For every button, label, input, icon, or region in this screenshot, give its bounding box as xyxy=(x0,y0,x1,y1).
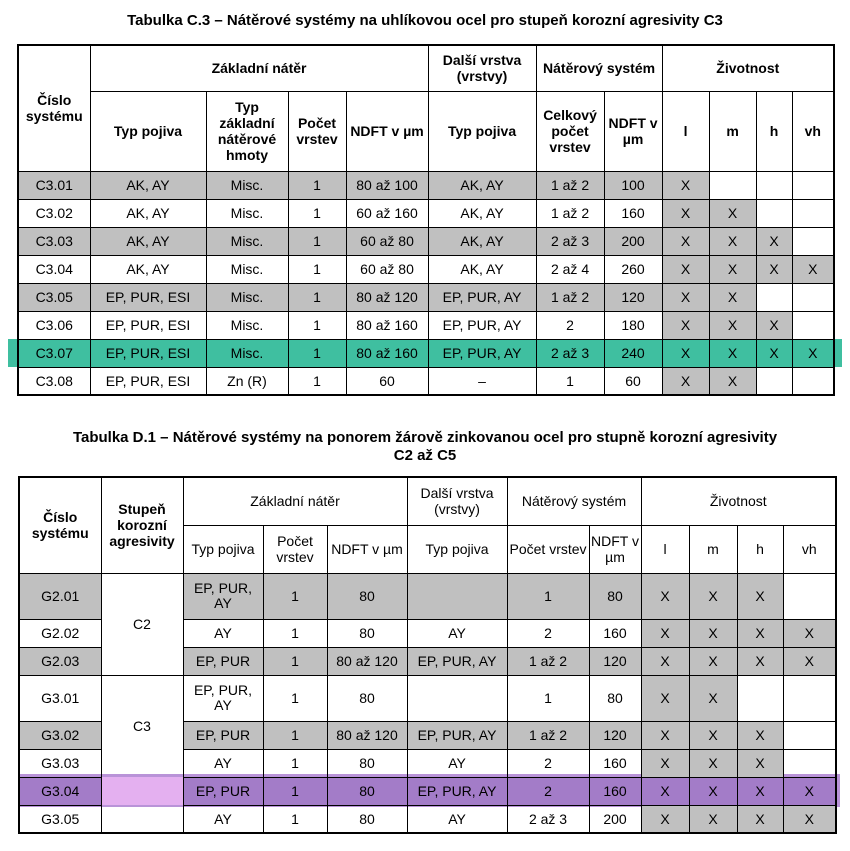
cell-primer-type: Misc. xyxy=(206,283,288,311)
header-layer-count: Počet vrstev xyxy=(263,525,327,573)
table-c3-title: Tabulka C.3 – Nátěrové systémy na uhlíkovou ocel pro stupeň korozní agresivity C3 xyxy=(127,12,723,29)
header-primer: Základní nátěr xyxy=(90,45,428,91)
cell-total-layers: 1 až 2 xyxy=(536,171,604,199)
cell-system-ndft: 160 xyxy=(589,749,641,777)
cell-system-ndft: 120 xyxy=(589,721,641,749)
header-ndft: NDFT v µm xyxy=(327,525,407,573)
cell-next-binder: EP, PUR, AY xyxy=(407,721,507,749)
table-row xyxy=(19,777,836,805)
cell-ndft: 80 až 100 xyxy=(346,171,428,199)
cell-next-binder xyxy=(407,573,507,619)
cell-layer-count: 1 xyxy=(288,339,346,367)
cell-layer-count: 1 xyxy=(288,311,346,339)
cell-life-h xyxy=(756,199,792,227)
cell-binder-type: AK, AY xyxy=(90,255,206,283)
cell-system-ndft: 80 xyxy=(589,573,641,619)
cell-system-ndft: 120 xyxy=(589,647,641,675)
cell-life-l: X xyxy=(641,777,689,805)
cell-life-m: X xyxy=(689,573,737,619)
cell-system-no: C3.01 xyxy=(18,171,90,199)
cell-total-layers: 2 až 3 xyxy=(536,227,604,255)
cell-life-m: X xyxy=(689,647,737,675)
cell-system-ndft: 240 xyxy=(604,339,662,367)
cell-layer-count: 1 xyxy=(263,647,327,675)
cell-layer-count: 1 xyxy=(263,619,327,647)
header-durability: Životnost xyxy=(662,45,834,91)
cell-system-no: C3.03 xyxy=(18,227,90,255)
cell-binder-type: EP, PUR xyxy=(183,777,263,805)
cell-life-h: X xyxy=(756,339,792,367)
cell-life-l: X xyxy=(662,227,709,255)
header-next-binder-type: Typ pojiva xyxy=(428,91,536,171)
cell-binder-type: AK, AY xyxy=(90,171,206,199)
cell-layer-count: 1 xyxy=(263,573,327,619)
cell-layer-count: 1 xyxy=(288,171,346,199)
header-next-layer: Další vrstva (vrstvy) xyxy=(407,477,507,525)
header-paint-system: Nátěrový systém xyxy=(536,45,662,91)
cell-system-no: C3.05 xyxy=(18,283,90,311)
cell-next-binder: AY xyxy=(407,805,507,833)
cell-next-binder: EP, PUR, AY xyxy=(428,339,536,367)
cell-system-no: C3.02 xyxy=(18,199,90,227)
cell-life-h: X xyxy=(737,805,783,833)
cell-ndft: 60 až 80 xyxy=(346,227,428,255)
cell-system-ndft: 260 xyxy=(604,255,662,283)
table-row xyxy=(18,311,834,339)
cell-next-binder: EP, PUR, AY xyxy=(428,283,536,311)
header-durability-l: l xyxy=(662,91,709,171)
cell-binder-type: EP, PUR xyxy=(183,647,263,675)
cell-life-l: X xyxy=(662,367,709,395)
cell-ndft: 60 až 160 xyxy=(346,199,428,227)
cell-life-m xyxy=(709,171,756,199)
cell-life-m: X xyxy=(709,283,756,311)
cell-layer-count: 1 xyxy=(288,367,346,395)
cell-ndft: 60 xyxy=(346,367,428,395)
table-d1-title-line2: C2 až C5 xyxy=(393,447,457,464)
table-row xyxy=(19,805,836,833)
table-row xyxy=(19,675,836,721)
cell-life-l: X xyxy=(662,283,709,311)
cell-system-no: C3.06 xyxy=(18,311,90,339)
cell-binder-type: AK, AY xyxy=(90,199,206,227)
cell-life-vh xyxy=(792,283,834,311)
cell-life-m: X xyxy=(689,721,737,749)
cell-life-m: X xyxy=(709,227,756,255)
table-d1 xyxy=(18,476,837,834)
cell-life-vh xyxy=(792,199,834,227)
header-next-layer: Další vrstva (vrstvy) xyxy=(428,45,536,91)
cell-next-binder: AY xyxy=(407,619,507,647)
cell-binder-type: EP, PUR, ESI xyxy=(90,283,206,311)
cell-total-layers: 2 až 3 xyxy=(507,805,589,833)
cell-layer-count: 1 xyxy=(263,749,327,777)
cell-next-binder: EP, PUR, AY xyxy=(407,647,507,675)
header-primer: Základní nátěr xyxy=(183,477,407,525)
cell-life-l: X xyxy=(641,721,689,749)
cell-layer-count: 1 xyxy=(263,777,327,805)
cell-total-layers: 2 xyxy=(507,749,589,777)
cell-primer-type: Misc. xyxy=(206,227,288,255)
cell-life-m: X xyxy=(689,777,737,805)
cell-system-ndft: 120 xyxy=(604,283,662,311)
cell-system-no: G2.03 xyxy=(19,647,101,675)
cell-next-binder: AK, AY xyxy=(428,255,536,283)
cell-system-ndft: 160 xyxy=(589,619,641,647)
cell-next-binder: EP, PUR, AY xyxy=(407,777,507,805)
cell-system-no: C3.08 xyxy=(18,367,90,395)
cell-life-l: X xyxy=(641,675,689,721)
cell-primer-type: Misc. xyxy=(206,171,288,199)
cell-life-vh: X xyxy=(792,339,834,367)
cell-life-m: X xyxy=(689,749,737,777)
cell-next-binder: EP, PUR, AY xyxy=(428,311,536,339)
cell-life-h: X xyxy=(737,721,783,749)
header-durability-vh: vh xyxy=(783,525,836,573)
cell-total-layers: 1 až 2 xyxy=(507,721,589,749)
header-system-no: Číslo systému xyxy=(18,45,90,171)
cell-life-m: X xyxy=(689,805,737,833)
cell-next-binder: – xyxy=(428,367,536,395)
cell-next-binder xyxy=(407,675,507,721)
cell-total-layers: 1 xyxy=(536,367,604,395)
table-d1-title xyxy=(0,429,850,465)
cell-life-h: X xyxy=(737,573,783,619)
cell-layer-count: 1 xyxy=(288,199,346,227)
cell-life-l: X xyxy=(641,619,689,647)
header-durability-m: m xyxy=(689,525,737,573)
cell-layer-count: 1 xyxy=(263,721,327,749)
header-durability-vh: vh xyxy=(792,91,834,171)
cell-total-layers: 2 xyxy=(536,311,604,339)
cell-binder-type: AY xyxy=(183,619,263,647)
cell-system-ndft: 200 xyxy=(589,805,641,833)
cell-layer-count: 1 xyxy=(263,805,327,833)
cell-next-binder: AY xyxy=(407,749,507,777)
header-durability-h: h xyxy=(737,525,783,573)
header-primer-type: Typ základní nátěrové hmoty xyxy=(206,91,288,171)
cell-total-layers: 2 xyxy=(507,619,589,647)
header-system-no: Číslo systému xyxy=(19,477,101,573)
cell-system-no: G2.02 xyxy=(19,619,101,647)
table-d1-title-line1: Tabulka D.1 – Nátěrové systémy na ponorem žárově zinkovanou ocel pro stupně korozní agresivity xyxy=(72,429,778,446)
cell-life-h: X xyxy=(737,749,783,777)
cell-system-no: G3.05 xyxy=(19,805,101,833)
cell-life-l: X xyxy=(662,311,709,339)
cell-total-layers: 2 xyxy=(507,777,589,805)
cell-life-h xyxy=(756,367,792,395)
cell-corrosivity-empty xyxy=(101,805,183,833)
cell-ndft: 80 až 120 xyxy=(327,721,407,749)
cell-ndft: 60 až 80 xyxy=(346,255,428,283)
cell-binder-type: EP, PUR, ESI xyxy=(90,367,206,395)
cell-system-ndft: 180 xyxy=(604,311,662,339)
cell-ndft: 80 až 160 xyxy=(346,339,428,367)
cell-binder-type: EP, PUR, ESI xyxy=(90,339,206,367)
cell-ndft: 80 až 120 xyxy=(346,283,428,311)
cell-ndft: 80 xyxy=(327,675,407,721)
cell-ndft: 80 xyxy=(327,573,407,619)
cell-system-ndft: 60 xyxy=(604,367,662,395)
cell-binder-type: EP, PUR, AY xyxy=(183,675,263,721)
cell-life-l: X xyxy=(641,805,689,833)
cell-life-h: X xyxy=(756,255,792,283)
cell-system-no: C3.07 xyxy=(18,339,90,367)
cell-system-ndft: 160 xyxy=(589,777,641,805)
cell-total-layers: 1 xyxy=(507,573,589,619)
cell-life-l: X xyxy=(641,749,689,777)
table-row xyxy=(18,283,834,311)
cell-ndft: 80 xyxy=(327,777,407,805)
page-gap xyxy=(0,398,850,428)
cell-binder-type: AY xyxy=(183,805,263,833)
cell-life-m: X xyxy=(709,311,756,339)
cell-life-vh xyxy=(792,171,834,199)
cell-life-l: X xyxy=(662,255,709,283)
header-durability-l: l xyxy=(641,525,689,573)
cell-system-no: G3.01 xyxy=(19,675,101,721)
cell-system-ndft: 200 xyxy=(604,227,662,255)
cell-life-vh xyxy=(783,675,836,721)
cell-total-layers: 2 až 3 xyxy=(536,339,604,367)
cell-primer-type: Misc. xyxy=(206,339,288,367)
cell-life-h xyxy=(737,675,783,721)
header-binder-type: Typ pojiva xyxy=(183,525,263,573)
cell-system-no: G3.02 xyxy=(19,721,101,749)
cell-life-l: X xyxy=(662,199,709,227)
cell-life-l: X xyxy=(662,171,709,199)
cell-primer-type: Misc. xyxy=(206,311,288,339)
cell-life-vh xyxy=(783,749,836,777)
cell-primer-type: Zn (R) xyxy=(206,367,288,395)
cell-corrosivity-c3: C3 xyxy=(101,675,183,777)
cell-life-vh xyxy=(783,721,836,749)
cell-life-h xyxy=(756,283,792,311)
table-row xyxy=(18,171,834,199)
table-row xyxy=(18,199,834,227)
cell-life-vh xyxy=(783,573,836,619)
cell-life-h: X xyxy=(756,227,792,255)
cell-total-layers: 1 až 2 xyxy=(507,647,589,675)
header-layer-count: Počet vrstev xyxy=(288,91,346,171)
cell-life-l: X xyxy=(641,573,689,619)
header-binder-type: Typ pojiva xyxy=(90,91,206,171)
header-total-layers: Počet vrstev xyxy=(507,525,589,573)
table-c3 xyxy=(17,44,835,396)
cell-life-h xyxy=(756,171,792,199)
cell-system-no: G3.03 xyxy=(19,749,101,777)
cell-corrosivity-empty xyxy=(101,777,183,805)
cell-life-m: X xyxy=(709,255,756,283)
cell-layer-count: 1 xyxy=(288,283,346,311)
cell-total-layers: 1 až 2 xyxy=(536,199,604,227)
cell-system-ndft: 160 xyxy=(604,199,662,227)
cell-primer-type: Misc. xyxy=(206,199,288,227)
cell-life-m: X xyxy=(709,199,756,227)
header-next-binder-type: Typ pojiva xyxy=(407,525,507,573)
cell-system-ndft: 100 xyxy=(604,171,662,199)
cell-next-binder: AK, AY xyxy=(428,171,536,199)
cell-life-vh xyxy=(792,227,834,255)
cell-life-m: X xyxy=(709,367,756,395)
cell-life-vh: X xyxy=(783,619,836,647)
header-ndft: NDFT v µm xyxy=(346,91,428,171)
cell-next-binder: AK, AY xyxy=(428,199,536,227)
cell-system-no: G2.01 xyxy=(19,573,101,619)
cell-primer-type: Misc. xyxy=(206,255,288,283)
header-system-ndft: NDFT v µm xyxy=(604,91,662,171)
cell-binder-type: EP, PUR, ESI xyxy=(90,311,206,339)
header-durability-h: h xyxy=(756,91,792,171)
cell-life-h: X xyxy=(737,619,783,647)
cell-ndft: 80 xyxy=(327,619,407,647)
cell-life-l: X xyxy=(662,339,709,367)
cell-life-m: X xyxy=(709,339,756,367)
cell-life-vh xyxy=(792,311,834,339)
cell-binder-type: AY xyxy=(183,749,263,777)
cell-binder-type: AK, AY xyxy=(90,227,206,255)
table-row xyxy=(18,255,834,283)
cell-system-no: G3.04 xyxy=(19,777,101,805)
header-corrosivity: Stupeň korozní agresivity xyxy=(101,477,183,573)
header-paint-system: Nátěrový systém xyxy=(507,477,641,525)
cell-ndft: 80 xyxy=(327,749,407,777)
cell-life-vh: X xyxy=(783,647,836,675)
header-system-ndft: NDFT v µm xyxy=(589,525,641,573)
cell-life-h: X xyxy=(737,647,783,675)
cell-ndft: 80 až 160 xyxy=(346,311,428,339)
cell-life-m: X xyxy=(689,675,737,721)
cell-layer-count: 1 xyxy=(288,227,346,255)
cell-corrosivity-c2: C2 xyxy=(101,573,183,675)
table-row xyxy=(18,339,834,367)
cell-life-h: X xyxy=(737,777,783,805)
header-durability: Životnost xyxy=(641,477,836,525)
cell-binder-type: EP, PUR, AY xyxy=(183,573,263,619)
header-durability-m: m xyxy=(709,91,756,171)
cell-life-vh: X xyxy=(792,255,834,283)
cell-life-vh: X xyxy=(783,777,836,805)
cell-life-vh: X xyxy=(783,805,836,833)
cell-life-l: X xyxy=(641,647,689,675)
cell-system-ndft: 80 xyxy=(589,675,641,721)
cell-next-binder: AK, AY xyxy=(428,227,536,255)
cell-layer-count: 1 xyxy=(288,255,346,283)
cell-life-h: X xyxy=(756,311,792,339)
cell-life-m: X xyxy=(689,619,737,647)
cell-total-layers: 1 xyxy=(507,675,589,721)
header-total-layers: Celkový počet vrstev xyxy=(536,91,604,171)
table-row xyxy=(19,573,836,619)
cell-life-vh xyxy=(792,367,834,395)
table-row xyxy=(18,227,834,255)
cell-binder-type: EP, PUR xyxy=(183,721,263,749)
table-row xyxy=(18,367,834,395)
cell-layer-count: 1 xyxy=(263,675,327,721)
cell-system-no: C3.04 xyxy=(18,255,90,283)
cell-ndft: 80 až 120 xyxy=(327,647,407,675)
cell-total-layers: 1 až 2 xyxy=(536,283,604,311)
cell-total-layers: 2 až 4 xyxy=(536,255,604,283)
cell-ndft: 80 xyxy=(327,805,407,833)
